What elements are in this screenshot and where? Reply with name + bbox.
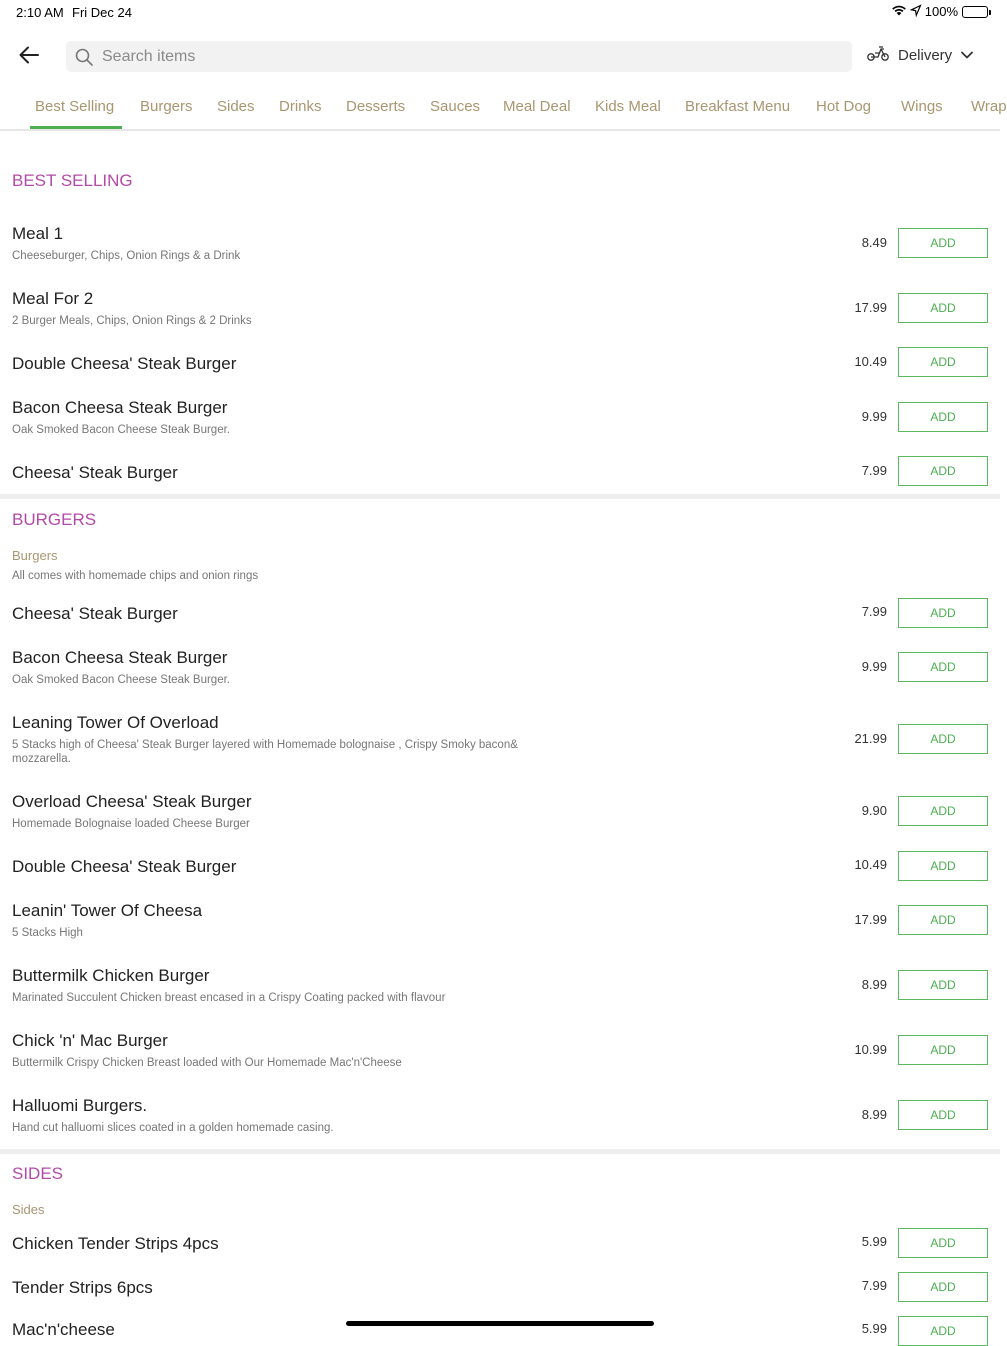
tab-desserts[interactable]: Desserts <box>346 98 406 115</box>
add-button[interactable]: ADD <box>898 402 988 432</box>
chevron-down-icon <box>960 47 974 64</box>
item-name: Tender Strips 6pcs <box>12 1278 153 1297</box>
section-title-burgers: BURGERS <box>12 510 97 529</box>
item-description: Oak Smoked Bacon Cheese Steak Burger. <box>12 674 230 686</box>
item-name: Bacon Cheesa Steak Burger <box>12 648 228 667</box>
add-button[interactable]: ADD <box>898 724 988 754</box>
add-button[interactable]: ADD <box>898 905 988 935</box>
tab-drinks[interactable]: Drinks <box>279 98 322 115</box>
item-name: Chicken Tender Strips 4pcs <box>12 1234 219 1253</box>
item-name: Double Cheesa' Steak Burger <box>12 354 237 373</box>
tab-hot-dog[interactable]: Hot Dog <box>816 98 872 115</box>
item-price: 8.49 <box>861 235 887 250</box>
tab-breakfast-menu[interactable]: Breakfast Menu <box>685 98 791 115</box>
item-name: Meal 1 <box>12 224 64 243</box>
add-button[interactable]: ADD <box>898 851 988 881</box>
item-name: Overload Cheesa' Steak Burger <box>12 792 252 811</box>
add-button[interactable]: ADD <box>898 293 988 323</box>
search-bar[interactable] <box>66 41 852 72</box>
tab-burgers[interactable]: Burgers <box>140 98 193 115</box>
item-description: 2 Burger Meals, Chips, Onion Rings & 2 Drinks <box>12 315 252 327</box>
item-description: Homemade Bolognaise loaded Cheese Burger <box>12 818 250 830</box>
section-divider <box>0 1149 1000 1154</box>
arrow-left-icon <box>19 46 39 69</box>
item-price: 5.99 <box>861 1321 887 1336</box>
status-date: Fri Dec 24 <box>72 5 132 20</box>
item-description: 5 Stacks high of Cheesa' Steak Burger layered with Homemade bolognaise , Crispy Smoky bacon& mozzarella. <box>12 739 518 765</box>
add-button[interactable]: ADD <box>898 1035 988 1065</box>
add-button[interactable]: ADD <box>898 1316 988 1346</box>
item-price: 7.99 <box>861 604 887 619</box>
wifi-icon <box>891 4 907 19</box>
item-price: 9.90 <box>861 803 887 818</box>
delivery-selector[interactable] <box>866 44 974 66</box>
item-name: Mac'n'cheese <box>12 1320 115 1339</box>
item-price: 7.99 <box>861 463 887 478</box>
delivery-label: Delivery <box>898 46 953 64</box>
item-description: 5 Stacks High <box>12 927 83 939</box>
section-title-sides: SIDES <box>12 1164 64 1183</box>
add-button[interactable]: ADD <box>898 1100 988 1130</box>
section-title-best-selling: BEST SELLING <box>12 171 133 190</box>
home-indicator[interactable] <box>346 1321 654 1326</box>
item-name: Meal For 2 <box>12 289 94 308</box>
section-subtitle: Burgers <box>12 548 58 563</box>
item-name: Leanin' Tower Of Cheesa <box>12 901 203 920</box>
tab-wings[interactable]: Wings <box>901 98 943 115</box>
top-bar <box>0 38 1000 74</box>
item-name: Bacon Cheesa Steak Burger <box>12 398 228 417</box>
item-price: 10.99 <box>854 1042 887 1057</box>
tab-sauces[interactable]: Sauces <box>430 98 481 115</box>
item-price: 8.99 <box>861 1107 887 1122</box>
item-price: 9.99 <box>861 659 887 674</box>
item-price: 17.99 <box>854 300 887 315</box>
item-description: Oak Smoked Bacon Cheese Steak Burger. <box>12 424 230 436</box>
item-name: Double Cheesa' Steak Burger <box>12 857 237 876</box>
item-description: Cheeseburger, Chips, Onion Rings & a Drink <box>12 250 241 262</box>
item-name: Buttermilk Chicken Burger <box>12 966 210 985</box>
active-tab-indicator <box>30 126 122 129</box>
add-button[interactable]: ADD <box>898 1272 988 1302</box>
item-price: 10.49 <box>854 857 887 872</box>
item-name: Leaning Tower Of Overload <box>12 713 219 732</box>
item-price: 9.99 <box>861 409 887 424</box>
battery-percent: 100% <box>924 4 958 19</box>
status-time: 2:10 AM <box>16 5 64 20</box>
status-indicators <box>891 4 988 19</box>
section-subtitle: Sides <box>12 1202 45 1217</box>
item-name: Cheesa' Steak Burger <box>12 463 178 482</box>
section-divider <box>0 494 1000 499</box>
section-description: All comes with homemade chips and onion rings <box>12 570 259 582</box>
add-button[interactable]: ADD <box>898 970 988 1000</box>
search-input[interactable] <box>102 48 802 66</box>
item-price: 7.99 <box>861 1278 887 1293</box>
tab-kids-meal[interactable]: Kids Meal <box>595 98 661 115</box>
item-description: Hand cut halluomi slices coated in a golden homemade casing. <box>12 1122 334 1134</box>
search-icon <box>74 47 94 67</box>
item-name: Halluomi Burgers. <box>12 1096 148 1115</box>
tab-best-selling[interactable]: Best Selling <box>35 98 115 115</box>
scooter-icon <box>866 44 890 66</box>
item-description: Buttermilk Crispy Chicken Breast loaded with Our Homemade Mac'n'Cheese <box>12 1057 402 1069</box>
tab-wrap[interactable]: Wrap <box>971 98 1007 115</box>
item-price: 5.99 <box>861 1234 887 1249</box>
status-bar <box>0 0 1000 26</box>
add-button[interactable]: ADD <box>898 228 988 258</box>
item-name: Chick 'n' Mac Burger <box>12 1031 168 1050</box>
add-button[interactable]: ADD <box>898 347 988 377</box>
item-price: 17.99 <box>854 912 887 927</box>
add-button[interactable]: ADD <box>898 796 988 826</box>
category-tabs <box>0 88 1007 131</box>
tab-sides[interactable]: Sides <box>217 98 255 115</box>
add-button[interactable]: ADD <box>898 1228 988 1258</box>
item-price: 21.99 <box>854 731 887 746</box>
tab-meal-deal[interactable]: Meal Deal <box>503 98 571 115</box>
battery-icon <box>962 6 988 18</box>
item-price: 10.49 <box>854 354 887 369</box>
add-button[interactable]: ADD <box>898 456 988 486</box>
item-name: Cheesa' Steak Burger <box>12 604 178 623</box>
add-button[interactable]: ADD <box>898 652 988 682</box>
item-description: Marinated Succulent Chicken breast encased in a Crispy Coating packed with flavour <box>12 992 446 1004</box>
location-arrow-icon <box>911 4 921 19</box>
back-button[interactable] <box>14 42 44 72</box>
item-price: 8.99 <box>861 977 887 992</box>
add-button[interactable]: ADD <box>898 598 988 628</box>
